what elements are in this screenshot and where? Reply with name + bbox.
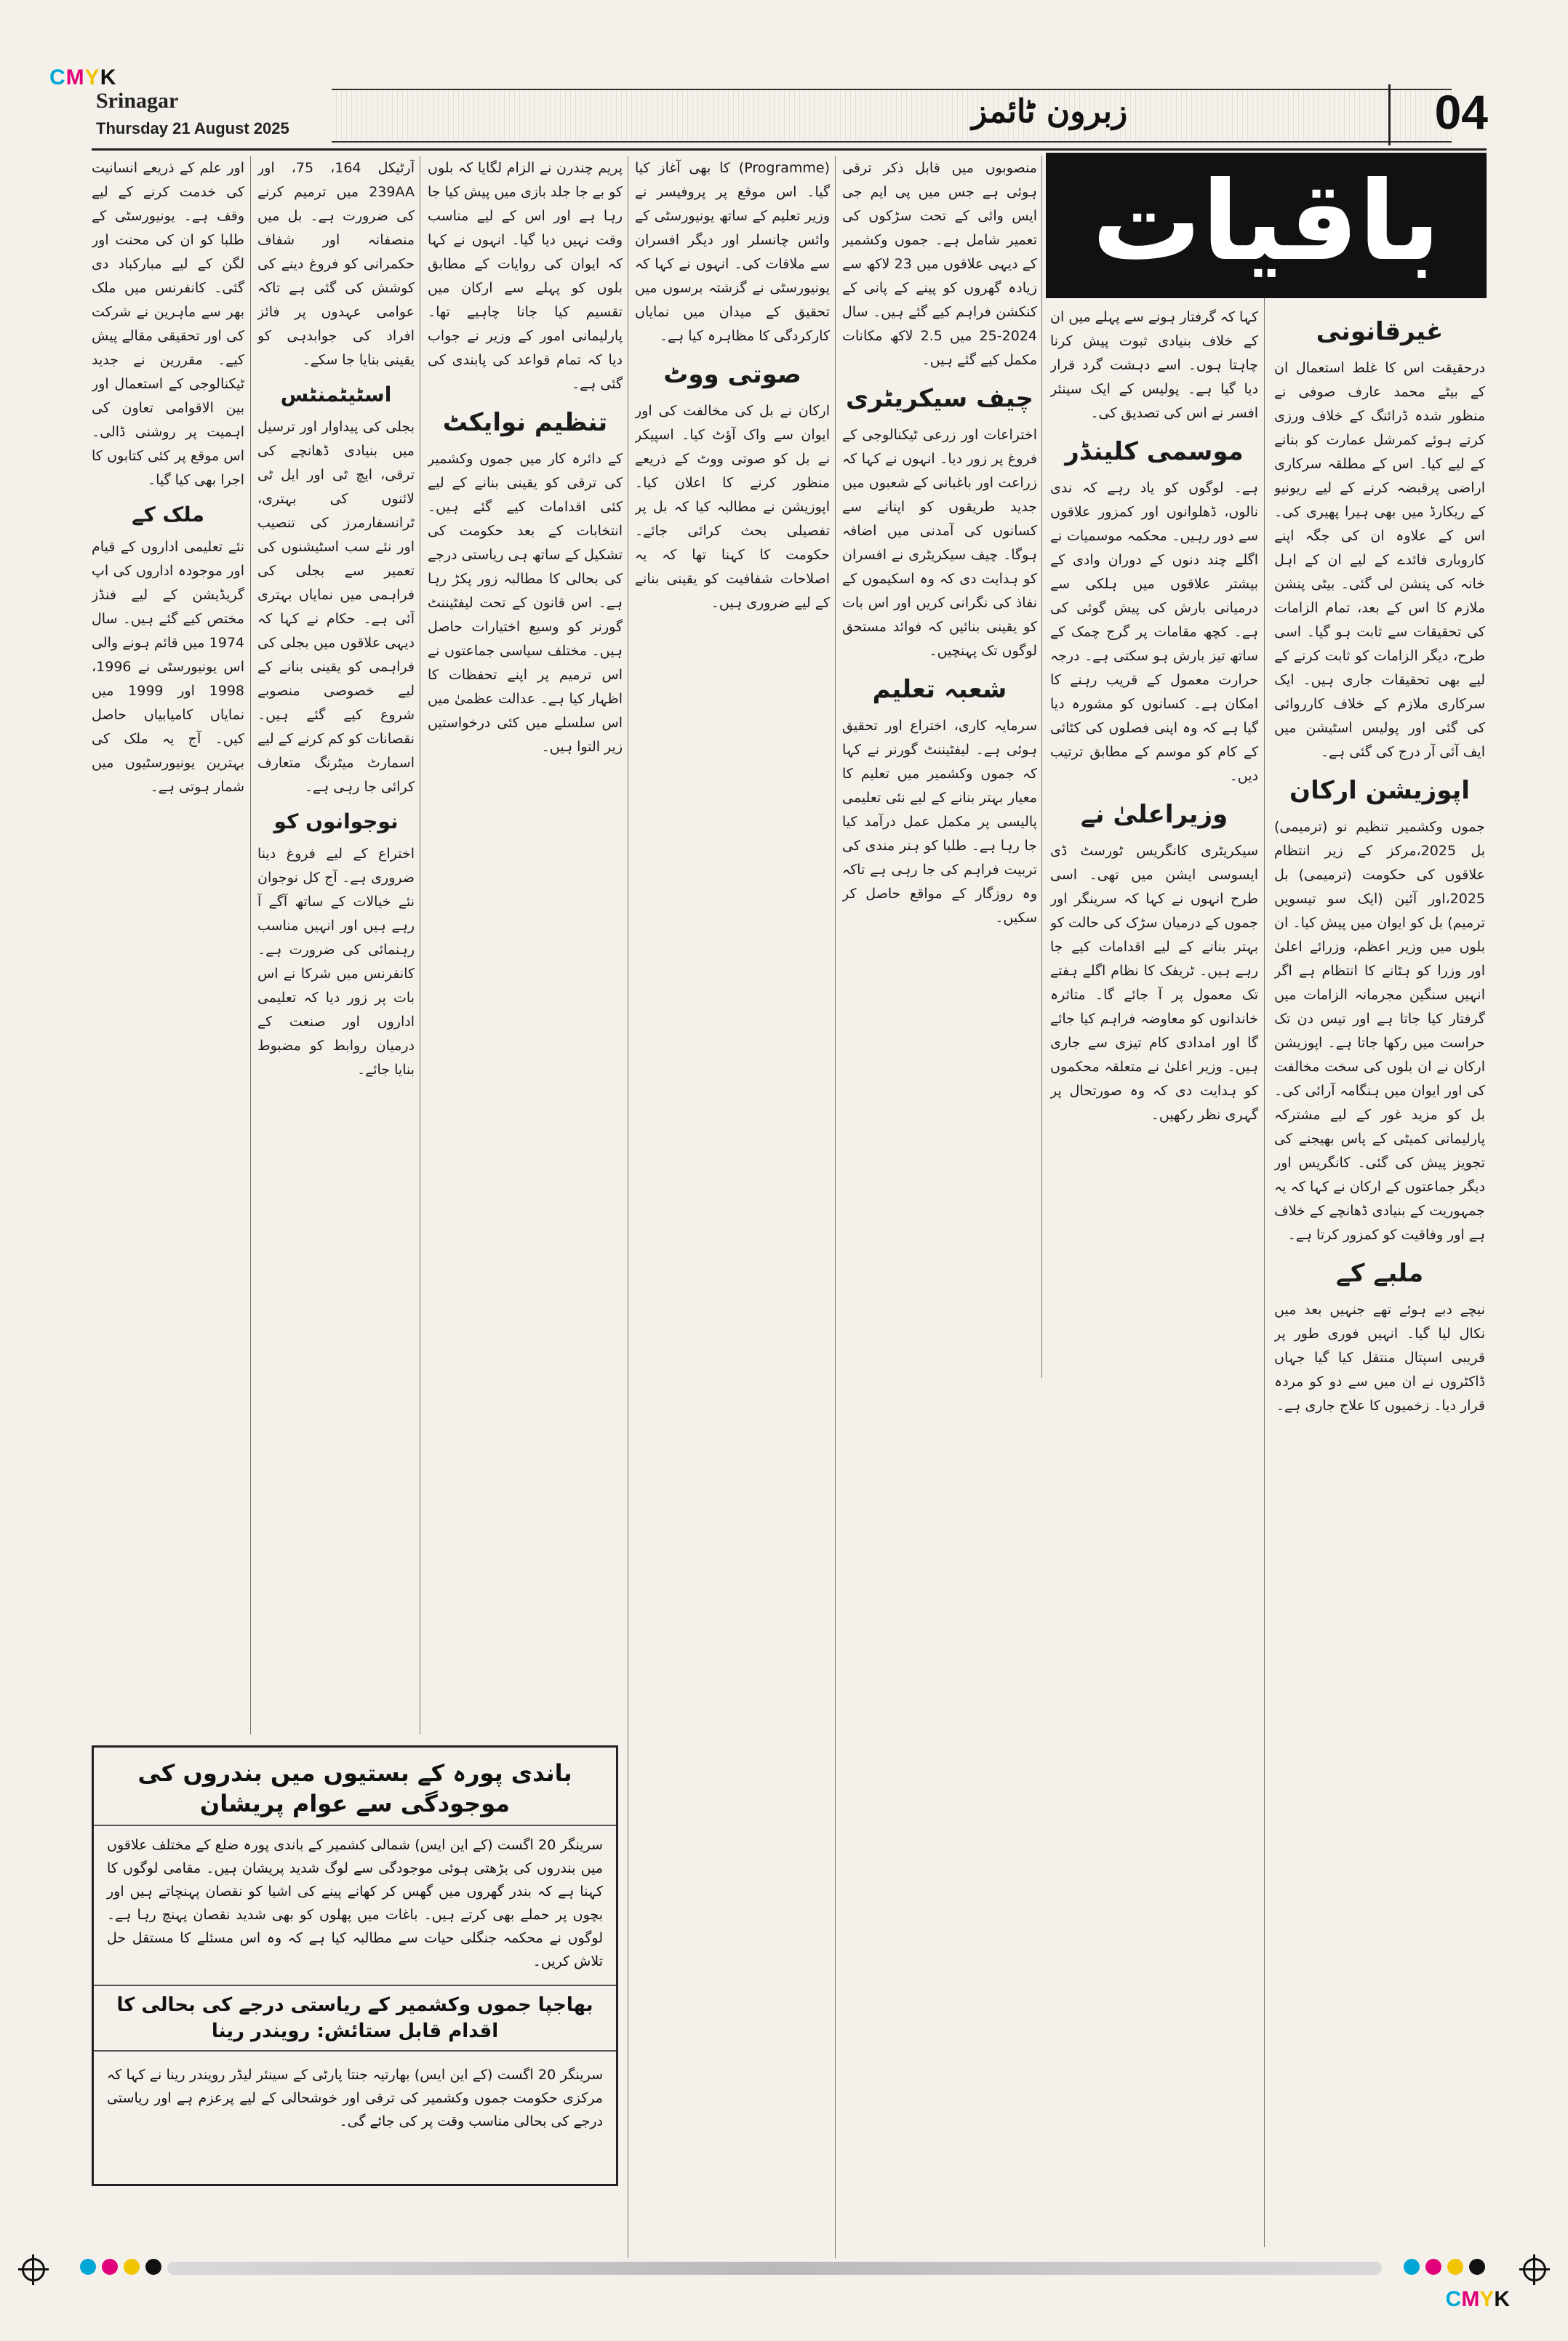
article-text: جموں وکشمیر تنظیم نو (ترمیمی) بل 2025،مرکز کے زیر انتظام علاقوں کی حکومت (ترمیمی) بل 2025،اور آئین (ایک سو تیسویں ترمیم) بل کو ایوان میں پیش کیا۔ ان بلوں میں وزیر اعظم، وزرائے اعلیٰ اور وزرا کو ہٹانے کا انتظام ہے اگر انہیں سنگین مجرمانہ الزامات میں گرفتار کیا جاتا ہے اور تیس دن تک حراست میں رکھا جاتا ہے۔ اپوزیشن ارکان نے ان بلوں کی سخت مخالفت کی اور ایوان میں ہنگامہ آرائی کی۔ بل کو مزید غور کے لیے مشترکہ پارلیمانی کمیٹی کے پاس بھیجنے کی تجویز پیش کی گئی۔ کانگریس اور دیگر جماعتوں کے ارکان نے کہا کہ یہ جمہوریت کے بنیادی ڈھانچے کے خلاف ہے اور وفاقیت کو کمزور کرتا ہے۔ xyxy=(1274,819,1485,1243)
page-number: 04 xyxy=(1434,85,1488,139)
headline-reorganisation-act: تنظیم نوایکٹ xyxy=(442,408,608,437)
article-text: ارکان نے بل کی مخالفت کی اور ایوان سے واک آؤٹ کیا۔ اسپیکر نے بل کو صوتی ووٹ کے ذریعے منظور کرنے کا اعلان کیا۔ اپوزیشن نے مطالبہ کیا کہ بل پر تفصیلی بحث کرائی جائے۔ حکومت کا کہنا تھا کہ یہ اصلاحات شفافیت کو یقینی بنانے کے لیے ضروری ہیں۔ xyxy=(635,403,830,611)
headline-statements: اسٹیٹمنٹس xyxy=(280,383,392,407)
dateline-date: Thursday 21 August 2025 xyxy=(96,119,289,137)
article-text: (Programme) کا بھی آغاز کیا گیا۔ اس موقع پر پروفیسر نے وزیر تعلیم کے ساتھ یونیورسٹی کے وائس چانسلر اور دیگر افسران سے ملاقات کی۔ انہوں نے کہا کہ یونیورسٹی نے گزشتہ برسوں میں تحقیق کے میدان میں نمایاں کارکردگی کا مظاہرہ کیا ہے۔ xyxy=(635,160,830,344)
article-text: اور علم کے ذریعے انسانیت کی خدمت کرنے کے لیے وقف ہے۔ یونیورسٹی کے طلبا کو ان کی محنت اور لگن کے لیے مبارکباد دی گئی۔ کانفرنس میں ملک بھر سے ماہرین نے شرکت کی اور تحقیقی مقالے پیش کیے۔ مقررین نے جدید ٹیکنالوجی کے استعمال اور بین الاقوامی تعاون کی اہمیت پر روشنی ڈالی۔ اس موقع پر کئی کتابوں کا اجرا بھی کیا گیا۔ xyxy=(92,160,244,488)
boxed-story xyxy=(92,1745,618,2186)
article-text: ہے۔ لوگوں کو یاد رہے کہ ندی نالوں، ڈھلوانوں اور کمزور علاقوں سے دور رہیں۔ محکمہ موسمیات نے اگلے چند دنوں کے دوران وادی کے بیشتر علاقوں میں ہلکی سے درمیانی بارش کی پیش گوئی کی ہے۔ کچھ مقامات پر گرج چمک کے ساتھ تیز بارش ہو سکتی ہے۔ درجہ حرارت معمول کے قریب رہنے کا امکان ہے۔ کسانوں کو مشورہ دیا گیا ہے کہ وہ اپنی فصلوں کی کٹائی کے کام کو موسم کے مطابق ترتیب دیں۔ xyxy=(1050,480,1258,784)
headline-youth: نوجوانوں کو xyxy=(273,809,399,833)
boxed-story-subtitle: بھاجپا جموں وکشمیر کے ریاستی درجے کی بحالی کا اقدام قابل ستائش: رویندر رینا xyxy=(94,1985,616,2052)
article-text: منصوبوں میں قابل ذکر ترقی ہوئی ہے جس میں پی ایم جی ایس وائی کے تحت سڑکوں کی تعمیر شامل ہے۔ جموں وکشمیر کے دیہی علاقوں میں 23 لاکھ سے زیادہ گھروں کو پینے کے پانی کے کنکشن فراہم کیے گئے ہیں۔ سال 2024-25 میں 2.5 لاکھ مکانات مکمل کیے گئے ہیں۔ xyxy=(842,160,1037,368)
column-5 xyxy=(428,156,623,1727)
article-text: آرٹیکل 164، 75، اور 239AA میں ترمیم کرنے کی ضرورت ہے۔ بل میں منصفانہ اور شفاف حکمرانی کو فروغ دینے کی کوشش کی گئی ہے تاکہ عوامی عہدوں پر فائز افراد کی جوابدہی کو یقینی بنایا جا سکے۔ xyxy=(257,160,415,368)
article-text: اختراع کے لیے فروغ دینا ضروری ہے۔ آج کل نوجوان نئے خیالات کے ساتھ آگے آ رہے ہیں اور انہیں مناسب رہنمائی کی ضرورت ہے۔ کانفرنس میں شرکا نے اس بات پر زور دیا کہ تعلیمی اداروں اور صنعت کے درمیان روابط کو مضبوط بنایا جائے۔ xyxy=(257,846,415,1078)
page-header xyxy=(92,85,1488,143)
headline-education-sector: شعبہ تعلیم xyxy=(872,675,1007,704)
article-text: سیکریٹری کانگریس ٹورسٹ ڈی ایسوسی ایشن میں تھی۔ اسی طرح انہوں نے کہا کہ سرینگر اور جموں کے درمیان سڑک کی حالت کو بہتر بنانے کے لیے اقدامات کیے جا رہے ہیں۔ ٹریفک کا نظام اگلے ہفتے تک معمول پر آ جائے گا۔ متاثرہ خاندانوں کو معاوضہ فراہم کیا جائے گا اور امدادی کام تیزی سے جاری ہیں۔ وزیر اعلیٰ نے متعلقہ محکموں کو ہدایت دی کہ وہ صورتحال پر گہری نظر رکھیں۔ xyxy=(1050,843,1258,1123)
article-text: نیچے دبے ہوئے تھے جنہیں بعد میں نکال لیا گیا۔ انہیں فوری طور پر قریبی اسپتال منتقل کیا گیا جہاں ڈاکٹروں نے ان میں سے دو کو مردہ قرار دیا۔ زخمیوں کا علاج جاری ہے۔ xyxy=(1274,1302,1485,1414)
article-text: پریم چندرن نے الزام لگایا کہ بلوں کو بے جا جلد بازی میں پیش کیا جا رہا ہے اور اس کے لیے مناسب وقت نہیں دیا گیا۔ انہوں نے کہا کہ ایوان کی روایات کے مطابق بلوں کو پہلے سے ارکان میں تقسیم کیا جانا چاہیے تھا۔ پارلیمانی امور کے وزیر نے جواب دیا کہ تمام قواعد کی پابندی کی گئی ہے۔ xyxy=(428,160,623,392)
headline-illegal: غیرقانونی xyxy=(1316,317,1444,346)
headline-country: ملک کے xyxy=(132,503,204,527)
dateline-city: Srinagar xyxy=(96,89,179,113)
boxed-story-text: سرینگر 20 اگست (کے این ایس) شمالی کشمیر کے باندی پورہ ضلع کے مختلف علاقوں میں بندروں کی بڑھتی ہوئی موجودگی سے لوگ شدید پریشان ہیں۔ مقامی لوگوں کا کہنا ہے کہ بندر گھروں میں گھس کر کھانے پینے کی اشیا کو نقصان پہنچاتے ہیں اور بچوں پر حملے بھی کرتے ہیں۔ باغات میں پھلوں کو بھی شدید نقصان پہنچ رہا ہے۔ لوگوں نے محکمہ جنگلی حیات سے مطالبہ کیا ہے کہ وہ اس مسئلے کا مستقل حل تلاش کریں۔ xyxy=(107,1837,603,1969)
column-3 xyxy=(842,156,1037,2251)
headline-chief-secretary: چیف سیکریٹری xyxy=(846,384,1033,413)
color-dots-left xyxy=(80,2259,161,2275)
boxed-story-title: باندی پورہ کے بستیوں میں بندروں کی موجودگی سے عوام پریشان xyxy=(94,1748,616,1826)
bottom-print-bar xyxy=(167,2262,1382,2275)
column-divider xyxy=(1264,298,1265,2247)
cmyk-print-mark-top: CMYK xyxy=(49,65,117,89)
header-rule xyxy=(92,148,1487,151)
article-text: سرمایہ کاری، اختراع اور تحقیق ہوئی ہے۔ لیفٹیننٹ گورنر نے کہا کہ جموں وکشمیر میں تعلیم کا معیار بہتر بنانے کے لیے نئی تعلیمی پالیسی پر مکمل عمل درآمد کیا جا رہا ہے۔ طلبا کو ہنر مندی کی تربیت فراہم کی جا رہی ہے تاکہ وہ روزگار کے مواقع حاصل کر سکیں۔ xyxy=(842,718,1037,926)
masthead-band xyxy=(332,89,1452,143)
column-4 xyxy=(635,156,830,2251)
article-text: بجلی کی پیداوار اور ترسیل میں بنیادی ڈھانچے کی ترقی، ایچ ٹی اور ایل ٹی لائنوں کی بہتری، ٹرانسفارمرز کی تنصیب اور نئے سب اسٹیشنوں کی تعمیر سے بجلی کی فراہمی میں نمایاں بہتری آئی ہے۔ حکام نے کہا کہ دیہی علاقوں میں بجلی کی فراہمی کو یقینی بنانے کے لیے خصوصی منصوبے شروع کیے گئے ہیں۔ نقصانات کو کم کرنے کے لیے اسمارٹ میٹرنگ متعارف کرائی جا رہی ہے۔ xyxy=(257,419,415,795)
column-divider xyxy=(250,156,251,1734)
boxed-story-text: سرینگر 20 اگست (کے این ایس) بھارتیہ جنتا پارٹی کے سینئر لیڈر رویندر رینا نے کہا کہ مرکزی حکومت جموں وکشمیر کی ترقی اور خوشحالی کے لیے پرعزم ہے اور ریاستی درجے کی بحالی مناسب وقت پر کی جائے گی۔ xyxy=(107,2067,603,2129)
article-text: کہا کہ گرفتار ہونے سے پہلے میں ان کے خلاف بنیادی ثبوت پیش کرنا چاہتا ہوں۔ اسے دہشت گرد قرار دیا گیا ہے۔ پولیس کے ایک سینئر افسر نے اس کی تصدیق کی۔ xyxy=(1050,309,1258,421)
column-divider xyxy=(835,156,836,2258)
section-title: باقیات xyxy=(1046,153,1487,298)
article-text: درحقیقت اس کا غلط استعمال ان کے بیٹے محمد عارف صوفی نے منظور شدہ ڈرائنگ کے خلاف ورزی کرتے ہوئے کمرشل عمارت کو بنانے کے لیے کیا۔ اس کے مطلقہ سرکاری اراضی پرقبضہ کرنے کے لیے ریونیو کے ریکارڈ میں بھی ہیرا پھیری کی۔ اس کے علاوہ ان کی جگہ اپنے کاروباری فائدے کے لیے ان کے اہل خانہ کی پنشن لی گئی۔ بیٹی پنشن ملازم کا اس کے بعد، تمام الزامات کی تحقیقات سے ثابت ہو گیا۔ اسی طرح، دیگر الزامات کو ثابت کرنے کے لیے بھی تحقیقات جاری ہیں۔ ایک سرکاری ملازم کے خلاف کارروائی کی گئی اور پولیس اسٹیشن میں ایف آئی آر درج کی گئی ہے۔ xyxy=(1274,360,1485,760)
column-6 xyxy=(257,156,415,1727)
masthead-title: زبرون ٹائمز xyxy=(972,93,1128,130)
registration-mark-icon xyxy=(1523,2258,1546,2281)
headline-chief-minister: وزیراعلیٰ نے xyxy=(1080,800,1228,829)
headline-weather-calendar: موسمی کلینڈر xyxy=(1065,437,1244,466)
headline-opposition-members: اپوزیشن ارکان xyxy=(1289,776,1470,805)
color-dots-right xyxy=(1404,2259,1485,2275)
cmyk-print-mark-bottom: CMYK xyxy=(1445,2287,1510,2311)
registration-mark-icon xyxy=(22,2258,45,2281)
column-2 xyxy=(1050,305,1258,2247)
article-text: نئے تعلیمی اداروں کے قیام اور موجودہ اداروں کی اپ گریڈیشن کے لیے فنڈز مختص کیے گئے ہیں۔ سال 1974 میں قائم ہونے والی اس یونیورسٹی نے 1996، 1998 اور 1999 میں نمایاں کامیابیاں حاصل کیں۔ آج یہ ملک کی بہترین یونیورسٹیوں میں شمار ہوتی ہے۔ xyxy=(92,539,244,795)
column-1 xyxy=(1274,305,1485,2247)
headline-debris: ملبے کے xyxy=(1335,1259,1424,1288)
column-divider xyxy=(1041,156,1042,1378)
column-7 xyxy=(92,156,244,1727)
article-text: کے دائرہ کار میں جموں وکشمیر کی ترقی کو یقینی بنانے کے لیے کئی اقدامات کیے گئے ہیں۔ انتخابات کے بعد حکومت کی تشکیل کے ساتھ ہی ریاستی درجے کی بحالی کا مطالبہ زور پکڑ رہا ہے۔ اس قانون کے تحت لیفٹیننٹ گورنر کو وسیع اختیارات حاصل ہیں۔ مختلف سیاسی جماعتوں نے اس ترمیم پر اپنے تحفظات کا اظہار کیا ہے۔ عدالت عظمیٰ میں اس سلسلے میں کئی درخواستیں زیر التوا ہیں۔ xyxy=(428,451,623,755)
article-text: اختراعات اور زرعی ٹیکنالوجی کے فروغ پر زور دیا۔ انہوں نے کہا کہ زراعت اور باغبانی کے شعبوں میں جدید طریقوں کو اپنانے سے کسانوں کی آمدنی میں اضافہ ہوگا۔ چیف سیکریٹری نے افسران کو ہدایت دی کہ وہ اسکیموں کے نفاذ کی نگرانی کریں اور اس بات کو یقینی بنائیں کہ فوائد مستحق لوگوں تک پہنچیں۔ xyxy=(842,427,1037,659)
headline-voice-vote: صوتی ووٹ xyxy=(663,360,801,389)
